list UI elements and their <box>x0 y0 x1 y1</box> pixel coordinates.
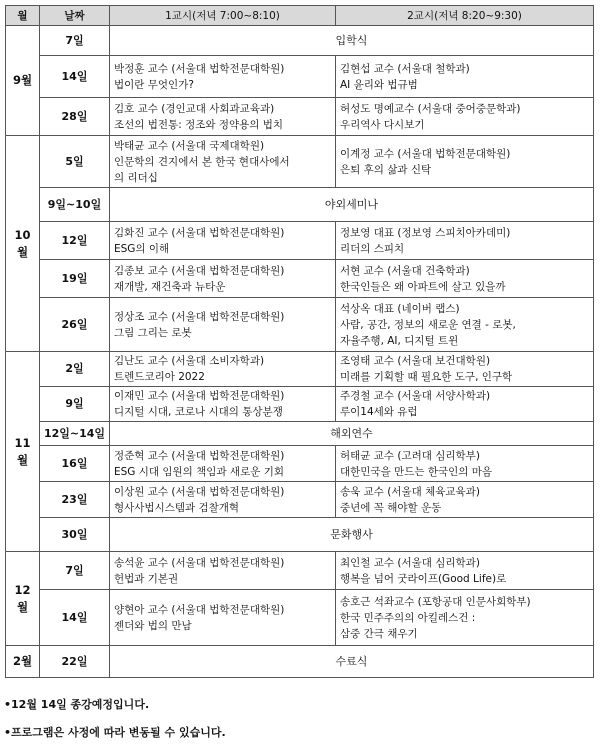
table-row <box>6 188 594 222</box>
header-month: 월 <box>6 6 40 26</box>
lecturer: 김화진 교수 (서울대 법학전문대학원) <box>114 226 285 239</box>
lecturer: 정준혁 교수 (서울대 법학전문대학원) <box>114 449 285 462</box>
period2-cell <box>336 552 594 590</box>
event-cell: 해외연수 <box>110 422 594 446</box>
lecture-title: 조선의 법전통: 정조와 정약용의 법치 <box>114 118 284 131</box>
lecturer: 김종보 교수 (서울대 법학전문대학원) <box>114 264 285 277</box>
lecture-title: 은퇴 후의 삶과 신탁 <box>340 163 432 176</box>
lecture-title: 헌법과 기본권 <box>114 572 179 585</box>
schedule-table <box>5 5 594 678</box>
lecture-title: 젠더와 법의 만남 <box>114 619 192 632</box>
lecturer: 서현 교수 (서울대 건축학과) <box>340 264 470 277</box>
period2-cell <box>336 446 594 482</box>
lecture-title: 미래를 기획할 때 필요한 도구, 인구학 <box>340 371 513 383</box>
lecture-title: 인문학의 견지에서 본 한국 현대사에서 <box>114 155 290 168</box>
period1-cell <box>110 222 336 260</box>
period2-cell <box>336 222 594 260</box>
event-cell: 야외세미나 <box>110 188 594 222</box>
header-date: 날짜 <box>40 6 110 26</box>
date-cell: 30일 <box>40 518 110 552</box>
table-row <box>6 446 594 482</box>
table-row <box>6 552 594 590</box>
header-period2: 2교시(저녁 8:20~9:30) <box>336 6 594 26</box>
month-cell-nov: 11 월 <box>6 352 40 552</box>
table-row <box>6 352 594 387</box>
lecturer: 석상옥 대표 (네이버 랩스) <box>340 302 460 315</box>
lecturer: 김난도 교수 (서울대 소비자학과) <box>114 355 265 367</box>
lecturer: 박정훈 교수 (서울대 법학전문대학원) <box>114 62 285 75</box>
month-cell-sep: 9월 <box>6 26 40 136</box>
lecturer: 양현아 교수 (서울대 법학전문대학원) <box>114 603 285 616</box>
period2-cell <box>336 352 594 387</box>
lecturer: 김현섭 교수 (서울대 철학과) <box>340 62 470 75</box>
table-header-row <box>6 6 594 26</box>
date-cell: 9일 <box>40 387 110 422</box>
lecture-title: 한국 민주주의의 아킬레스건 : <box>340 611 476 624</box>
lecture-title: 우리역사 다시보기 <box>340 118 425 131</box>
period2-cell <box>336 387 594 422</box>
month-cell-dec: 12 월 <box>6 552 40 646</box>
table-row <box>6 260 594 298</box>
event-cell: 수료식 <box>110 646 594 678</box>
date-cell: 19일 <box>40 260 110 298</box>
lecturer: 송욱 교수 (서울대 체육교육과) <box>340 485 480 498</box>
table-row <box>6 136 594 188</box>
date-cell: 7일 <box>40 552 110 590</box>
month-cell-oct: 10 월 <box>6 136 40 352</box>
period2-cell <box>336 298 594 352</box>
table-row <box>6 98 594 136</box>
date-cell: 7일 <box>40 26 110 56</box>
lecture-title: 자율주행, AI, 디지털 트윈 <box>340 334 459 347</box>
footnotes <box>4 697 594 747</box>
table-row <box>6 422 594 446</box>
lecture-title: 법이란 무엇인가? <box>114 78 194 91</box>
period1-cell <box>110 98 336 136</box>
lecture-title: 행복을 넘어 굿라이프(Good Life)로 <box>340 572 507 585</box>
table-row <box>6 298 594 352</box>
period1-cell <box>110 552 336 590</box>
lecturer: 이계정 교수 (서울대 법학전문대학원) <box>340 147 511 160</box>
period2-cell <box>336 590 594 646</box>
lecturer: 최인철 교수 (서울대 심리학과) <box>340 556 480 569</box>
period2-cell <box>336 260 594 298</box>
period2-cell <box>336 136 594 188</box>
date-cell: 12일 <box>40 222 110 260</box>
lecturer: 정상조 교수 (서울대 법학전문대학원) <box>114 310 285 323</box>
table-row <box>6 26 594 56</box>
period2-cell <box>336 98 594 136</box>
date-cell: 12일~14일 <box>40 422 110 446</box>
date-cell: 23일 <box>40 482 110 518</box>
period1-cell <box>110 352 336 387</box>
lecturer: 송호근 석좌교수 (포항공대 인문사회학부) <box>340 595 531 608</box>
lecture-title: AI 윤리와 법규범 <box>340 78 418 91</box>
period1-cell <box>110 446 336 482</box>
date-cell: 22일 <box>40 646 110 678</box>
date-cell: 2일 <box>40 352 110 387</box>
footnote: •프로그램은 사정에 따라 변동될 수 있습니다. <box>4 726 226 739</box>
lecture-title: 트렌드코리아 2022 <box>114 371 205 383</box>
date-cell: 14일 <box>40 56 110 98</box>
lecture-title: ESG의 이해 <box>114 242 170 255</box>
lecturer: 조영태 교수 (서울대 보건대학원) <box>340 355 491 367</box>
period1-cell <box>110 298 336 352</box>
period1-cell <box>110 136 336 188</box>
lecturer: 이상원 교수 (서울대 법학전문대학원) <box>114 485 285 498</box>
lecturer: 박태균 교수 (서울대 국제대학원) <box>114 139 265 152</box>
table-row <box>6 482 594 518</box>
table-row <box>6 646 594 678</box>
table-row <box>6 56 594 98</box>
lecture-title: 형사사법시스템과 검찰개혁 <box>114 501 240 514</box>
lecture-title: 의 리더십 <box>114 171 158 184</box>
lecturer: 주경철 교수 (서울대 서양사학과) <box>340 390 491 402</box>
lecturer: 송석윤 교수 (서울대 법학전문대학원) <box>114 556 285 569</box>
lecture-title: 리더의 스피치 <box>340 242 405 255</box>
lecture-title: 사람, 공간, 정보의 새로운 연결 - 로봇, <box>340 318 516 331</box>
lecture-title: 루이14세와 유럽 <box>340 406 418 418</box>
lecturer: 허성도 명예교수 (서울대 중어중문학과) <box>340 102 521 115</box>
lecture-title: 중년에 꼭 해야할 운동 <box>340 501 442 514</box>
date-cell: 14일 <box>40 590 110 646</box>
event-cell: 문화행사 <box>110 518 594 552</box>
lecturer: 이재민 교수 (서울대 법학전문대학원) <box>114 390 285 402</box>
table-row <box>6 222 594 260</box>
header-period1: 1교시(저녁 7:00~8:10) <box>110 6 336 26</box>
table-row <box>6 387 594 422</box>
date-cell: 9일~10일 <box>40 188 110 222</box>
lecture-title: 디지털 시대, 코로나 시대의 통상분쟁 <box>114 406 283 418</box>
lecturer: 김호 교수 (경인교대 사회과교육과) <box>114 102 275 115</box>
period1-cell <box>110 260 336 298</box>
period1-cell <box>110 482 336 518</box>
lecturer: 정보영 대표 (정보영 스피치아카데미) <box>340 226 511 239</box>
date-cell: 26일 <box>40 298 110 352</box>
period1-cell <box>110 56 336 98</box>
lecturer: 허태균 교수 (고려대 심리학부) <box>340 449 480 462</box>
footnote: •12월 14일 종강예정입니다. <box>4 698 150 711</box>
lecture-title: 대한민국을 만드는 한국인의 마음 <box>340 465 493 478</box>
lecture-title: 한국인들은 왜 아파트에 살고 있을까 <box>340 280 506 293</box>
period1-cell <box>110 590 336 646</box>
period2-cell <box>336 56 594 98</box>
lecture-title: 삼중 간극 채우기 <box>340 627 418 640</box>
lecture-title: 재개발, 재건축과 뉴타운 <box>114 280 226 293</box>
date-cell: 5일 <box>40 136 110 188</box>
lecture-title: ESG 시대 임원의 책임과 새로운 기회 <box>114 465 284 478</box>
date-cell: 16일 <box>40 446 110 482</box>
period2-cell <box>336 482 594 518</box>
month-cell-feb: 2월 <box>6 646 40 678</box>
table-row <box>6 590 594 646</box>
lecture-title: 그림 그리는 로봇 <box>114 326 192 339</box>
period1-cell <box>110 387 336 422</box>
event-cell: 입학식 <box>110 26 594 56</box>
table-row <box>6 518 594 552</box>
date-cell: 28일 <box>40 98 110 136</box>
